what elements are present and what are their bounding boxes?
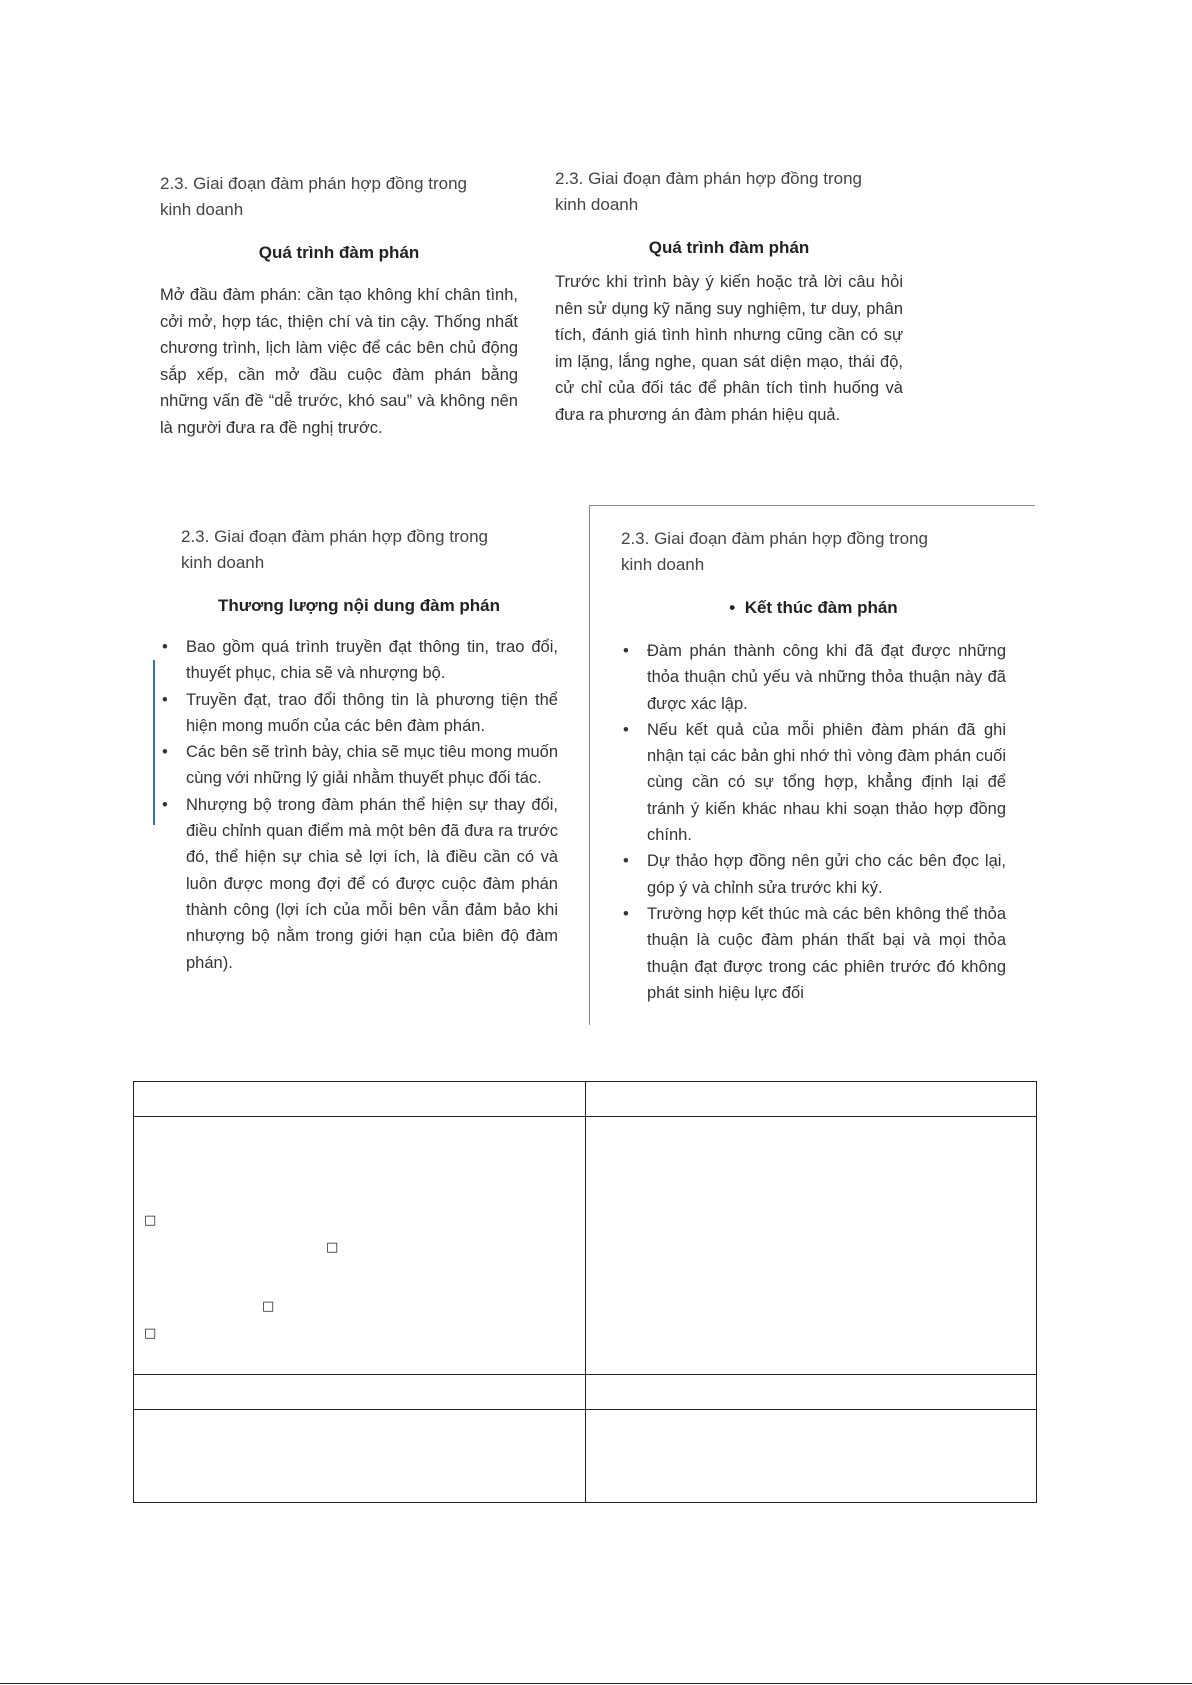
table-cell [585,1082,1037,1117]
panel-heading-line1: 2.3. Giai đoạn đàm phán hợp đồng trong [160,174,467,193]
table-row [134,1117,1037,1375]
list-item: • Trường hợp kết thúc mà các bên không thể thỏa thuận là cuộc đàm phán thất bại và mọi thỏa thuận đạt được trong các phiên trước đó không phát sinh hiệu lực đối [621,901,1006,1006]
panel-left-border [589,505,590,1025]
bullet-icon: • [729,598,745,617]
panel-heading-line1: 2.3. Giai đoạn đàm phán hợp đồng trong [181,527,488,546]
table-row [134,1410,1037,1503]
panel-bullet-list [621,638,1006,1006]
list-item: • Dự thảo hợp đồng nên gửi cho các bên đọc lại, góp ý và chỉnh sửa trước khi ký. [621,848,1006,901]
table-cell [585,1410,1037,1503]
panel-subtitle-text: Kết thúc đàm phán [744,598,898,617]
panel-left-accent-line [153,660,155,825]
panel-negotiation-process [555,166,903,428]
panel-opening-negotiation [160,171,518,441]
list-item: • Các bên sẽ trình bày, chia sẽ mục tiêu mong muốn cùng với những lý giải nhằm thuyết phục đối tác. [160,739,558,792]
table-cell [134,1117,586,1375]
list-item: • Nhượng bộ trong đàm phán thể hiện sự thay đổi, điều chỉnh quan điểm mà một bên đã đưa ra trước đó, thể hiện sự chia sẻ lợi ích, là điều cần có và luôn được mong đợi để có được cuộc đàm phán thành công (lợi ích của mỗi bên vẫn đảm bảo khi nhượng bộ nằm trong giới hạn của biên độ đàm phán). [160,792,558,976]
panel-closing-negotiation [621,526,1006,1022]
panel-bullet-list [160,634,558,976]
page-bottom-rule [0,1683,1192,1684]
panel-heading-line1: 2.3. Giai đoạn đàm phán hợp đồng trong [555,169,862,188]
panel-subtitle [621,598,1006,618]
panel-top-border [590,505,1035,506]
list-item: • Nếu kết quả của mỗi phiên đàm phán đã ghi nhận tại các bản ghi nhớ thì vòng đàm phán cuối cùng cần có sự tổng hợp, khẳng định lại để tránh ý kiến khác nhau khi soạn thảo hợp đồng chính. [621,717,1006,848]
missing-glyph-icon: □ [144,1213,157,1228]
panel-heading-line1: 2.3. Giai đoạn đàm phán hợp đồng trong [621,529,928,548]
table-cell [585,1117,1037,1375]
panel-subtitle: Quá trình đàm phán [258,243,420,262]
panel-content-negotiation [160,524,558,976]
panel-heading-line2: kinh doanh [555,195,639,214]
panel-subtitle: Thương lượng nội dung đàm phán [217,596,501,615]
missing-glyph-icon: □ [262,1299,275,1314]
empty-grid-table [133,1081,1037,1503]
list-item: • Đàm phán thành công khi đã đạt được những thỏa thuận chủ yếu và những thỏa thuận này đã được xác lập. [621,638,1006,717]
panel-heading-line2: kinh doanh [181,553,265,572]
panel-subtitle: Quá trình đàm phán [648,238,810,257]
table-row [134,1375,1037,1410]
table-cell [585,1375,1037,1410]
table-row [134,1082,1037,1117]
table-cell [134,1410,586,1503]
missing-glyph-icon: □ [144,1326,157,1341]
list-item: • Bao gồm quá trình truyền đạt thông tin, trao đổi, thuyết phục, chia sẽ và nhượng bộ. [160,634,558,687]
panel-heading-line2: kinh doanh [621,555,705,574]
table-cell [134,1375,586,1410]
list-item: • Truyền đạt, trao đổi thông tin là phương tiện thể hiện mong muốn của các bên đàm phán. [160,687,558,740]
panel-heading-line2: kinh doanh [160,200,244,219]
table-cell [134,1082,586,1117]
panel-paragraph: Trước khi trình bày ý kiến hoặc trả lời câu hỏi nên sử dụng kỹ năng suy nghiệm, tư duy, phân tích, đánh giá tình hình nhưng cũng cần có sự im lặng, lắng nghe, quan sát diện mạo, thái độ, cử chỉ của đối tác để phân tích tình huống và đưa ra phương án đàm phán hiệu quả. [555,273,903,424]
missing-glyph-icon: □ [326,1240,339,1255]
panel-paragraph: Mở đầu đàm phán: cần tạo không khí chân tình, cởi mở, hợp tác, thiện chí và tin cậy. Thống nhất chương trình, lịch làm việc để các bên chủ động sắp xếp, cần mở đầu cuộc đàm phán bằng những vấn đề “dễ trước, khó sau” và không nên là người đưa ra đề nghị trước. [160,286,518,437]
